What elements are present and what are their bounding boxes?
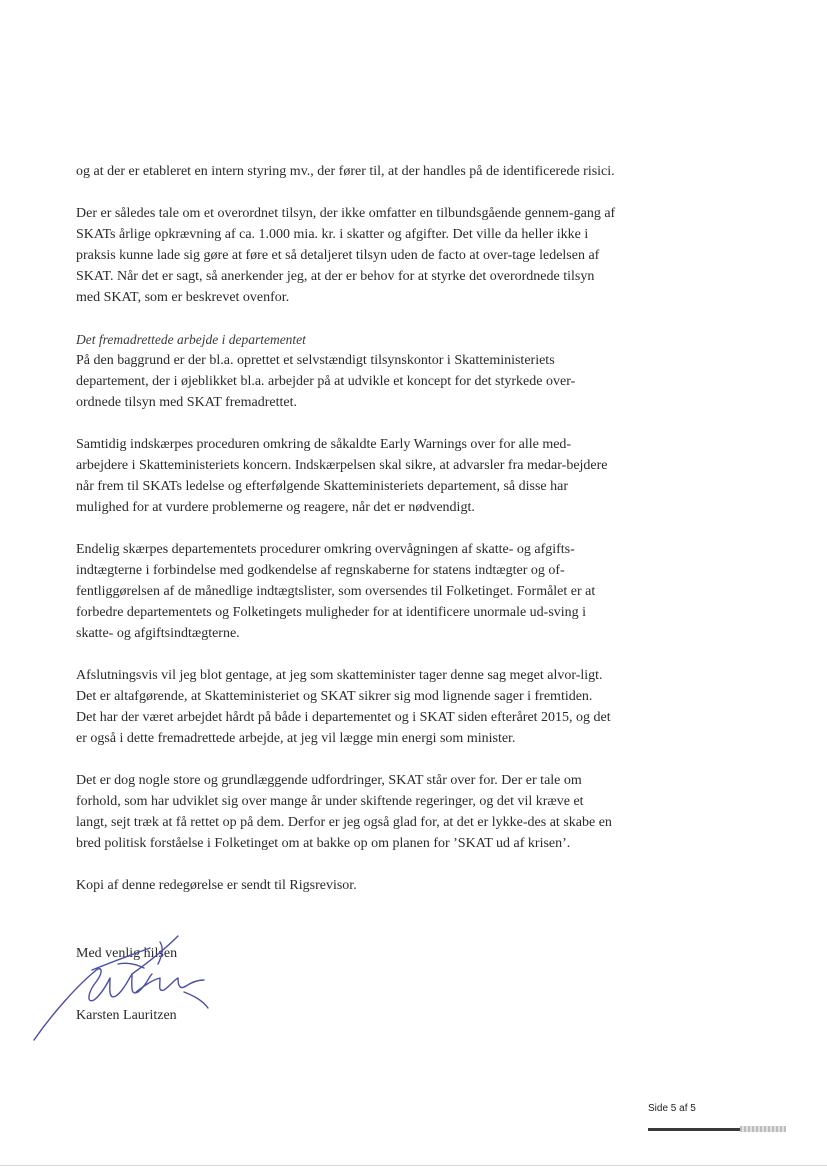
scan-edge: [0, 1165, 827, 1166]
footer-rule: [648, 1126, 786, 1132]
closing-note: Kopi af denne redegørelse er sendt til Rigsrevisor.: [76, 878, 357, 893]
footer-rule-light: [740, 1126, 786, 1132]
footer-rule-dark: [648, 1128, 740, 1131]
paragraph-oversight: Der er således tale om et overordnet tilsyn, der ikke omfatter en tilbundsgående gennem-gang af SKATs årlige opkrævning af ca. 1.000 mia. kr. i skatter og afgifter. Det ville da heller ikke i praksis kunne lade sig gøre at føre et så detaljeret tilsyn uden de facto at over-tage ledelsen af SKAT. Når det er sagt, så anerkender jeg, at der er behov for at styrke det overordnede tilsyn med SKAT, som er beskrevet ovenfor.: [76, 206, 616, 305]
paragraph-intro: og at der er etableret en intern styring mv., der fører til, at der handles på de identificerede risici.: [76, 164, 615, 179]
paragraph-section-2: Samtidig indskærpes proceduren omkring de såkaldte Early Warnings over for alle med-arbejdere i Skatteministeriets koncern. Indskærpelsen skal sikre, at advarsler fra medar-bejdere når frem til SKATs ledelse og efterfølgende Skatteministeriets departement, så disse har mulighed for at vurdere problemerne og reagere, når det er nødvendigt.: [76, 437, 608, 515]
letter-body: [76, 161, 616, 896]
handwritten-signature: [32, 934, 272, 1044]
paragraph-section-1: På den baggrund er der bl.a. oprettet et selvstændigt tilsynskontor i Skatteministeriets departement, der i øjeblikket bl.a. arbejder på at udvikle et koncept for det styrkede over-ordnede tilsyn med SKAT fremadrettet.: [76, 353, 576, 410]
paragraph-section-5: Det er dog nogle store og grundlæggende udfordringer, SKAT står over for. Der er tale om forhold, som har udviklet sig over mange år under skiftende regeringer, og det vil kræve et langt, sejt træk at få rettet op på dem. Derfor er jeg også glad for, at det er lykke-des at skabe en bred politisk forståelse i Folketinget om at bakke op om planen for ’SKAT ud af krisen’.: [76, 773, 612, 851]
greeting: Med venlig hilsen: [76, 946, 178, 961]
section-heading: Det fremadrettede arbejde i departementet: [76, 332, 306, 347]
paragraph-section-4: Afslutningsvis vil jeg blot gentage, at jeg som skatteminister tager denne sag meget alvor-ligt. Det er altafgørende, at Skatteministeriet og SKAT sikrer sig mod lignende sager i fremtiden. Det har der været arbejdet hårdt på både i departementet og i SKAT siden efteråret 2015, og det er også i dette fremadrettede arbejde, at jeg vil lægge min energi som minister.: [76, 668, 611, 746]
signature-block: [76, 944, 276, 1044]
signer-name: Karsten Lauritzen: [76, 1008, 177, 1023]
page-number: Side 5 af 5: [648, 1103, 696, 1114]
paragraph-section-3: Endelig skærpes departementets procedurer omkring overvågningen af skatte- og afgifts-indtægterne i forbindelse med godkendelse af regnskaberne for statens indtægter og of-fentliggørelsen af de månedlige indtægtslister, som oversendes til Folketinget. Formålet er at forbedre departementets og Folketingets muligheder for at identificere unormale ud-sving i skatte- og afgiftsindtægterne.: [76, 542, 596, 641]
